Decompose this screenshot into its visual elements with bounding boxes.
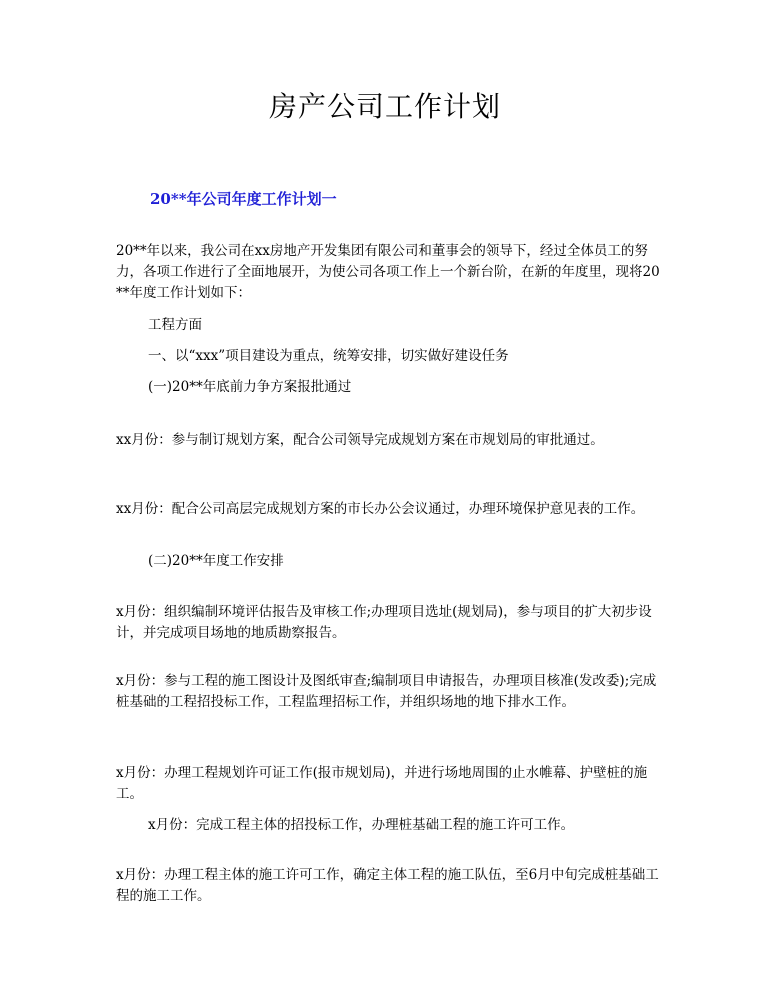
plan-paragraph: xx月份：配合公司高层完成规划方案的市长办公会议通过，办理环境保护意见表的工作。 [116, 501, 645, 517]
plan-paragraph: x月份：办理工程主体的施工许可工作，确定主体工程的施工队伍，至6月中旬完成桩基础工程的施工工作。 [116, 867, 659, 904]
plan-paragraph: x月份：参与工程的施工图设计及图纸审查;编制项目申请报告，办理项目核准(发改委);完成桩基础的工程招投标工作，工程监理招标工作，并组织场地的地下排水工作。 [116, 673, 657, 710]
plan-paragraph: xx月份：参与制订规划方案，配合公司领导完成规划方案在市规划局的审批通过。 [116, 432, 604, 448]
intro-paragraph: 20**年以来，我公司在xx房地产开发集团有限公司和董事会的领导下，经过全体员工的努力，各项工作进行了全面地展开，为使公司各项工作上一个新台阶，在新的年度里，现将20**年度工作计划如下： [116, 243, 660, 301]
plan-paragraph: x月份：组织编制环境评估报告及审核工作;办理项目选址(规划局)，参与项目的扩大初步设计，并完成项目场地的地质勘察报告。 [116, 604, 652, 641]
section-heading-engineering: 工程方面 [148, 317, 202, 333]
document-subtitle: 20**年公司年度工作计划一 [150, 190, 337, 208]
subsection-heading-1: (一)20**年底前力争方案报批通过 [148, 379, 352, 395]
section-heading-1: 一、以“xxx”项目建设为重点，统筹安排，切实做好建设任务 [148, 348, 509, 364]
document-title: 房产公司工作计划 [268, 90, 501, 123]
subsection-heading-2: (二)20**年度工作安排 [148, 553, 284, 569]
plan-paragraph: x月份：办理工程规划许可证工作(报市规划局)，并进行场地周围的止水帷幕、护壁桩的施工。 [116, 765, 648, 802]
plan-paragraph: x月份：完成工程主体的招投标工作，办理桩基础工程的施工许可工作。 [148, 817, 575, 833]
